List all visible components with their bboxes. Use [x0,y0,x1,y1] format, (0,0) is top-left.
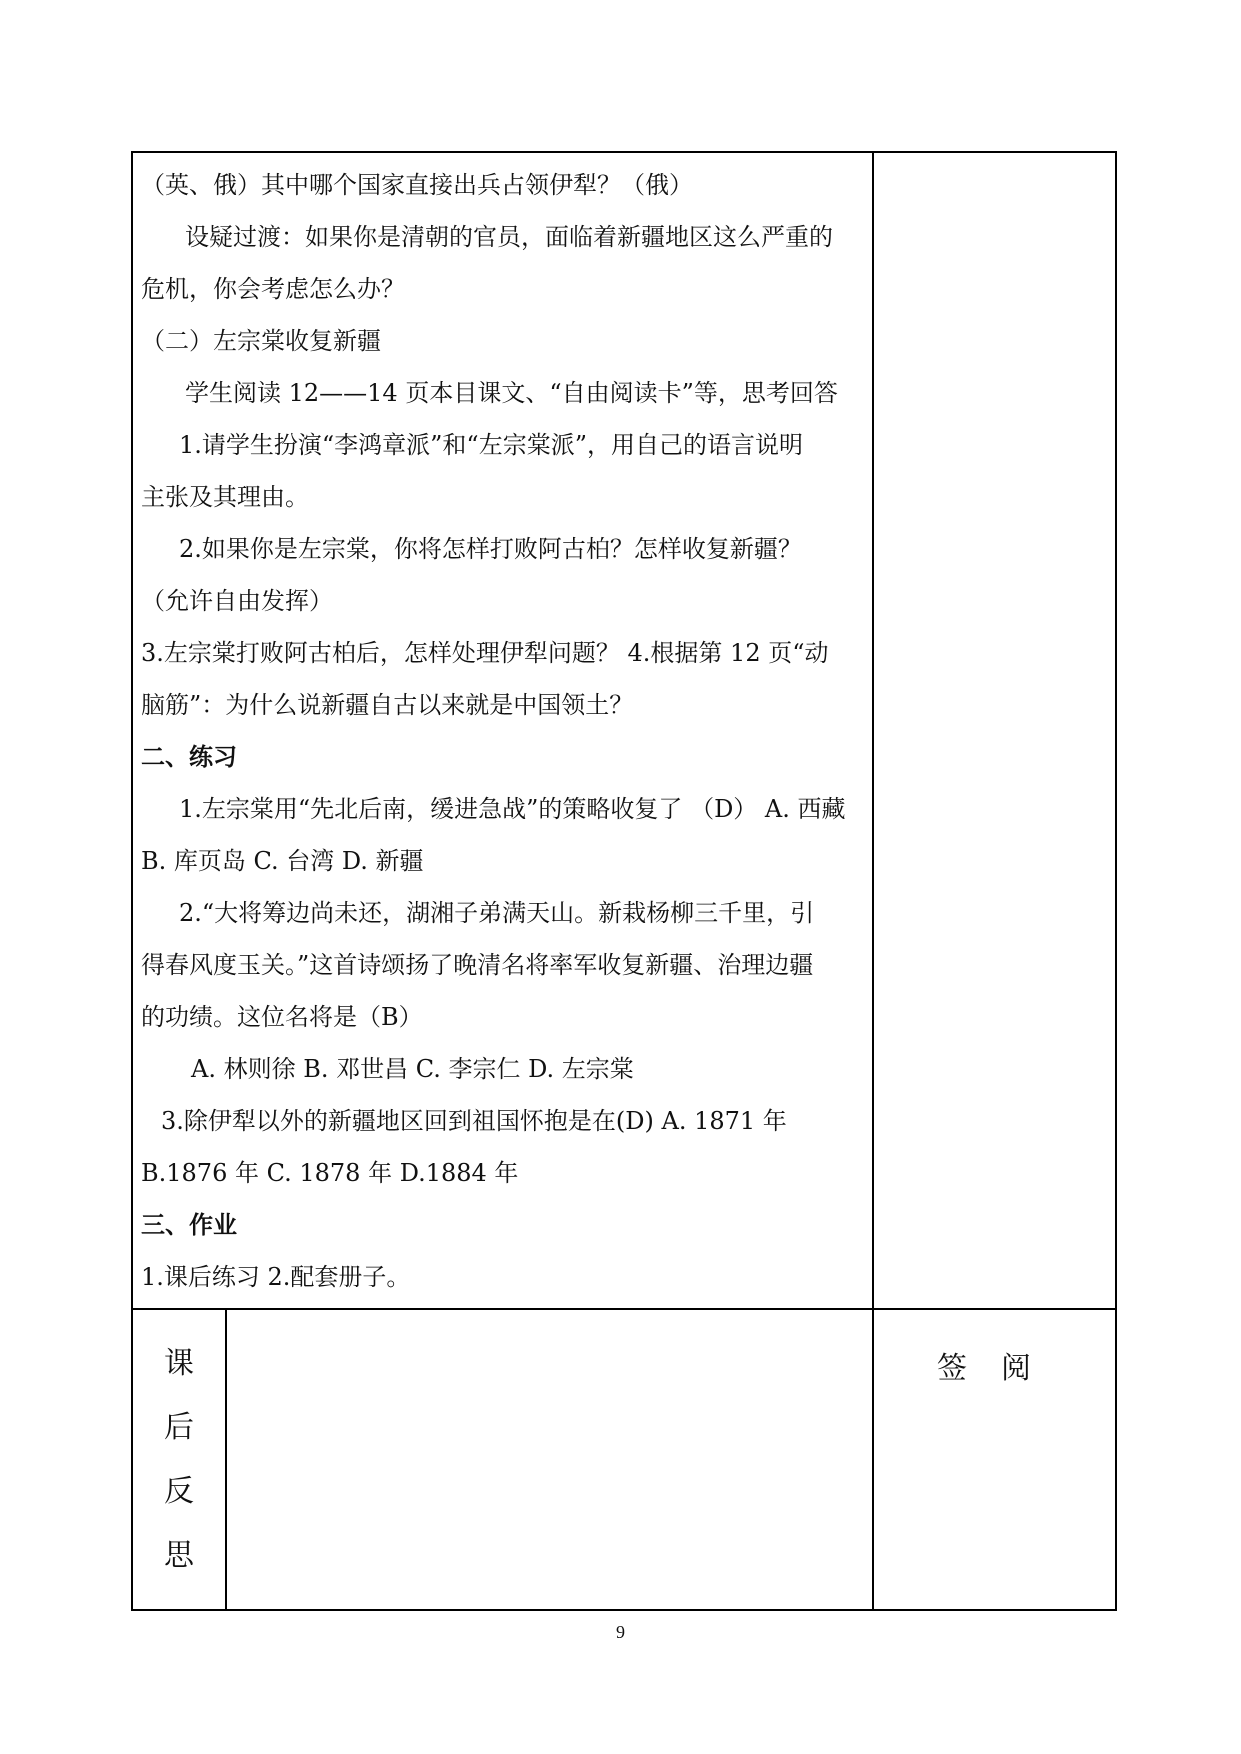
exercise-options: A. 林则徐 B. 邓世昌 C. 李宗仁 D. 左宗棠 [191,1055,634,1083]
homework-item: 1.课后练习 2.配套册子。 [141,1263,411,1291]
section-heading-practice: 二、练习 [141,743,237,771]
lesson-line: 学生阅读 12——14 页本目课文、“自由阅读卡”等，思考回答 [185,379,838,407]
exercise-options: B. 库页岛 C. 台湾 D. 新疆 [141,847,424,875]
question-item: 1.请学生扮演“李鸿章派”和“左宗棠派”，用自己的语言说明 [179,431,803,459]
lesson-line: 的功绩。这位名将是（B） [141,1003,423,1031]
reflection-row-divider [133,1308,1115,1310]
reflection-label-char: 后 [164,1410,194,1445]
exercise-options: B.1876 年 C. 1878 年 D.1884 年 [141,1159,519,1187]
sign-label: 签阅 [937,1351,1065,1386]
lesson-content [141,159,861,1303]
exercise-item: 3.除伊犁以外的新疆地区回到祖国怀抱是在(D) A. 1871 年 [161,1107,787,1135]
exercise-item: 2.“大将筹边尚未还，湖湘子弟满天山。新栽杨柳三千里，引 [179,899,815,927]
lesson-line: （英、俄）其中哪个国家直接出兵占领伊犁？（俄） [141,171,693,199]
reflection-label-divider [225,1308,227,1609]
lesson-table [131,151,1117,1611]
lesson-line: 主张及其理由。 [141,483,309,511]
page-number: 9 [616,1622,625,1642]
lesson-subheading: （二）左宗棠收复新疆 [141,327,381,355]
lesson-line: 危机，你会考虑怎么办？ [141,275,405,303]
lesson-line: 脑筋”：为什么说新疆自古以来就是中国领土？ [141,691,634,719]
reflection-label-char: 反 [164,1474,194,1509]
reflection-label [133,1308,225,1613]
right-column-divider [872,153,874,1609]
question-item: 2.如果你是左宗棠，你将怎样打败阿古柏？怎样收复新疆？ [179,535,802,563]
lesson-line: （允许自由发挥） [141,587,333,615]
reflection-label-char: 思 [164,1538,194,1573]
question-item: 3.左宗棠打败阿古柏后，怎样处理伊犁问题？ 4.根据第 12 页“动 [141,639,829,667]
reflection-label-char: 课 [164,1346,194,1381]
section-heading-homework: 三、作业 [141,1211,237,1239]
lesson-line: 设疑过渡：如果你是清朝的官员，面临着新疆地区这么严重的 [185,223,833,251]
lesson-line: 得春风度玉关。”这首诗颂扬了晚清名将率军收复新疆、治理边疆 [141,951,814,979]
exercise-item: 1.左宗棠用“先北后南，缓进急战”的策略收复了 （D） A. 西藏 [179,795,846,823]
